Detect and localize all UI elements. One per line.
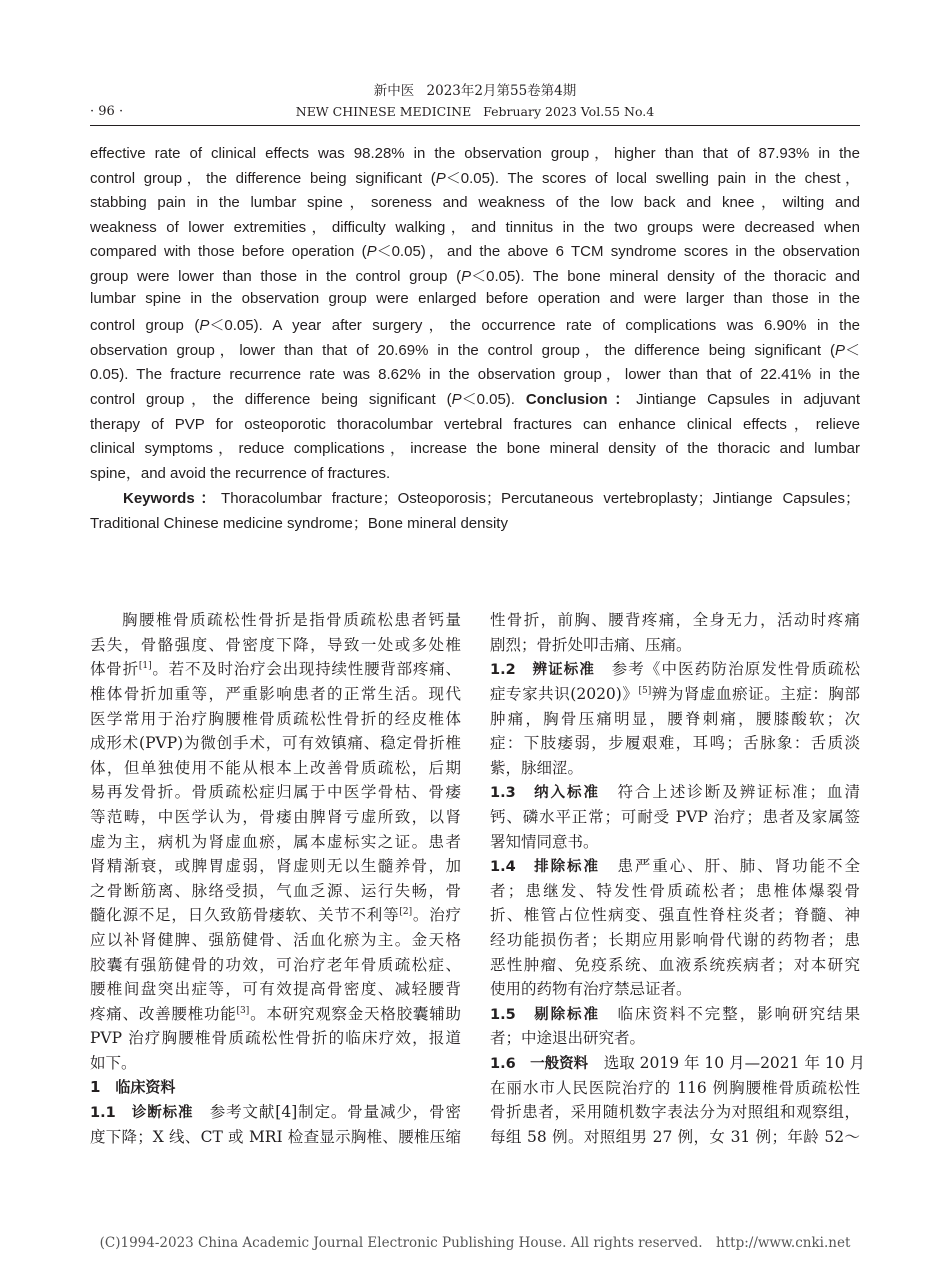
body-line: 署知情同意书。 <box>490 833 599 851</box>
body-line: 者；中途退出研究者。 <box>490 1029 646 1047</box>
body-line: 骨折患者，采用随机数字表法分为对照组和观察组， <box>490 1103 860 1121</box>
abstract-line: group were lower than those in the control group (P＜0.05). The bone mineral density of the thoracic and <box>90 268 861 285</box>
body-line: 腰椎间盘突出症等，可有效提高骨密度、减轻腰背 <box>90 980 461 998</box>
body-line: 者；患继发、特发性骨质疏松者；患椎体爆裂骨 <box>490 882 860 900</box>
body-line: 胸腰椎骨质疏松性骨折是指骨质疏松患者钙量 <box>122 611 461 629</box>
abstract-line: control group，the difference being significant (P＜0.05). Conclusion：Jintiange Capsules in adjuvant <box>90 391 861 408</box>
abstract-line: lumbar spine in the observation group were enlarged before operation and were larger than those in the <box>90 290 860 307</box>
body-line: 之骨断筋离、脉络受损，气血乏源、运行失畅，骨 <box>90 882 461 900</box>
keywords-line: Keywords：Thoracolumbar fracture；Osteoporosis；Percutaneous vertebroplasty；Jintiange Capsules； <box>123 490 860 507</box>
body-line: 钙、磷水平正常；可耐受 PVP 治疗；患者及家属签 <box>490 808 860 826</box>
body-line: 体，但单独使用不能从根本上改善骨质疏松，后期 <box>90 759 461 777</box>
section-heading: 1 临床资料 <box>90 1078 176 1096</box>
abstract-line: control group，the difference being significant (P＜0.05). The scores of local swelling pain in the chest， <box>90 170 861 187</box>
abstract-line: therapy of PVP for osteoporotic thoracolumbar vertebral fractures can enhance clinical effects，relieve <box>90 416 860 433</box>
body-line: 折、椎管占位性病变、强直性脊柱炎者；脊髓、神 <box>490 906 860 924</box>
journal-name-en: NEW CHINESE MEDICINE <box>295 104 472 119</box>
body-line: 1.1 诊断标准 参考文献[4]制定。骨量减少，骨密 <box>90 1103 461 1121</box>
abstract-line: control group (P＜0.05). A year after surgery，the occurrence rate of complications was 6.90% in the <box>90 317 860 334</box>
body-line: 1.3 纳入标准 符合上述诊断及辨证标准；血清 <box>490 783 860 801</box>
journal-issue-cn: 2023年2月第55卷第4期 <box>426 83 577 99</box>
body-line: 髓化源不足，日久致筋骨痿软、关节不利等[2]。治疗 <box>90 906 461 924</box>
body-line: 经功能损伤者；长期应用影响骨代谢的药物者；患 <box>490 931 860 949</box>
body-line: 体骨折[1]。若不及时治疗会出现持续性腰背部疼痛、 <box>90 660 461 678</box>
body-line: 疼痛、改善腰椎功能[3]。本研究观察金天格胶囊辅助 <box>90 1005 461 1023</box>
body-line: 在丽水市人民医院治疗的 116 例胸腰椎骨质疏松性 <box>490 1079 860 1097</box>
page-number: · 96 · <box>90 104 124 119</box>
body-line: 胶囊有强筋健骨的功效，可治疗老年骨质疏松症、 <box>90 956 461 974</box>
body-line: 虚为主，病机为肾虚血瘀，属本虚标实之证。患者 <box>90 833 461 851</box>
copyright-footer: (C)1994-2023 China Academic Journal Electronic Publishing House. All rights reserved. http://www.cnki.net <box>99 1235 851 1251</box>
body-line: 应以补肾健脾、强筋健骨、活血化瘀为主。金天格 <box>90 931 461 949</box>
abstract-line: 0.05). The fracture recurrence rate was 8.62% in the observation group，lower than that of 22.41% in the <box>90 366 860 383</box>
body-line: 度下降；X 线、CT 或 MRI 检查显示胸椎、腰椎压缩 <box>90 1128 461 1146</box>
keywords-line: Traditional Chinese medicine syndrome；Bone mineral density <box>90 515 508 532</box>
journal-name-cn: 新中医 <box>373 83 415 99</box>
body-line: 肿痛，胸骨压痛明显，腰脊刺痛，腰膝酸软；次 <box>490 710 860 728</box>
body-line: 椎体骨折加重等，严重影响患者的正常生活。现代 <box>90 685 461 703</box>
abstract-line: compared with those before operation (P＜0.05)，and the above 6 TCM syndrome scores in the observation <box>90 243 861 260</box>
body-line: 等范畴，中医学认为，骨痿由脾肾亏虚所致，以肾 <box>90 808 461 826</box>
body-line: 使用的药物有治疗禁忌证者。 <box>490 980 692 998</box>
body-line: 1.4 排除标准 患严重心、肝、肺、肾功能不全 <box>490 857 860 875</box>
body-line: 医学常用于治疗胸腰椎骨质疏松性骨折的经皮椎体 <box>90 710 461 728</box>
body-line: 丢失，骨骼强度、骨密度下降，导致一处或多处椎 <box>90 636 461 654</box>
abstract-line: spine，and avoid the recurrence of fractures. <box>90 465 391 482</box>
body-line: 成形术(PVP)为微创手术，可有效镇痛、稳定骨折椎 <box>90 734 461 752</box>
body-line: 1.2 辨证标准 参考《中医药防治原发性骨质疏松 <box>490 660 860 678</box>
body-line: 肾精渐衰，或脾胃虚弱，肾虚则无以生髓养骨，加 <box>90 857 461 875</box>
body-line: 紫，脉细涩。 <box>490 759 584 777</box>
header-divider <box>90 125 860 126</box>
body-line: 易再发骨折。骨质疏松症归属于中医学骨枯、骨痿 <box>90 783 461 801</box>
body-line: PVP 治疗胸腰椎骨质疏松性骨折的临床疗效，报道 <box>90 1029 461 1047</box>
body-line: 症：下肢痿弱，步履艰难，耳鸣；舌脉象：舌质淡 <box>490 734 860 752</box>
abstract-line: stabbing pain in the lumbar spine，soreness and weakness of the low back and knee，wilting and <box>90 194 860 211</box>
abstract-line: observation group，lower than that of 20.69% in the control group，the difference being significant (P＜ <box>90 342 860 359</box>
body-line: 1.6 一般资料 选取 2019 年 10 月—2021 年 10 月 <box>490 1054 866 1072</box>
body-line: 症专家共识(2020)》[5]辨为肾虚血瘀证。主症：胸部 <box>490 685 860 703</box>
abstract-line: effective rate of clinical effects was 98.28% in the observation group，higher than that of 87.93% in the <box>90 145 860 162</box>
journal-issue-en: February 2023 Vol.55 No.4 <box>483 104 655 119</box>
abstract-line: clinical symptoms，reduce complications，increase the bone mineral density of the thoracic and lumbar <box>90 440 860 457</box>
body-line: 剧烈；骨折处叩击痛、压痛。 <box>490 636 692 654</box>
body-line: 每组 58 例。对照组男 27 例，女 31 例；年龄 52～ <box>490 1128 860 1146</box>
journal-title <box>0 79 950 99</box>
journal-title-en <box>0 104 950 119</box>
body-line: 1.5 剔除标准 临床资料不完整，影响研究结果 <box>490 1005 860 1023</box>
body-line: 恶性肿瘤、免疫系统、血液系统疾病者；对本研究 <box>490 956 860 974</box>
body-line: 性骨折，前胸、腰背疼痛，全身无力，活动时疼痛 <box>490 611 860 629</box>
abstract-line: weakness of lower extremities，difficulty walking，and tinnitus in the two groups were decreased when <box>90 219 860 236</box>
body-line: 如下。 <box>90 1054 137 1072</box>
